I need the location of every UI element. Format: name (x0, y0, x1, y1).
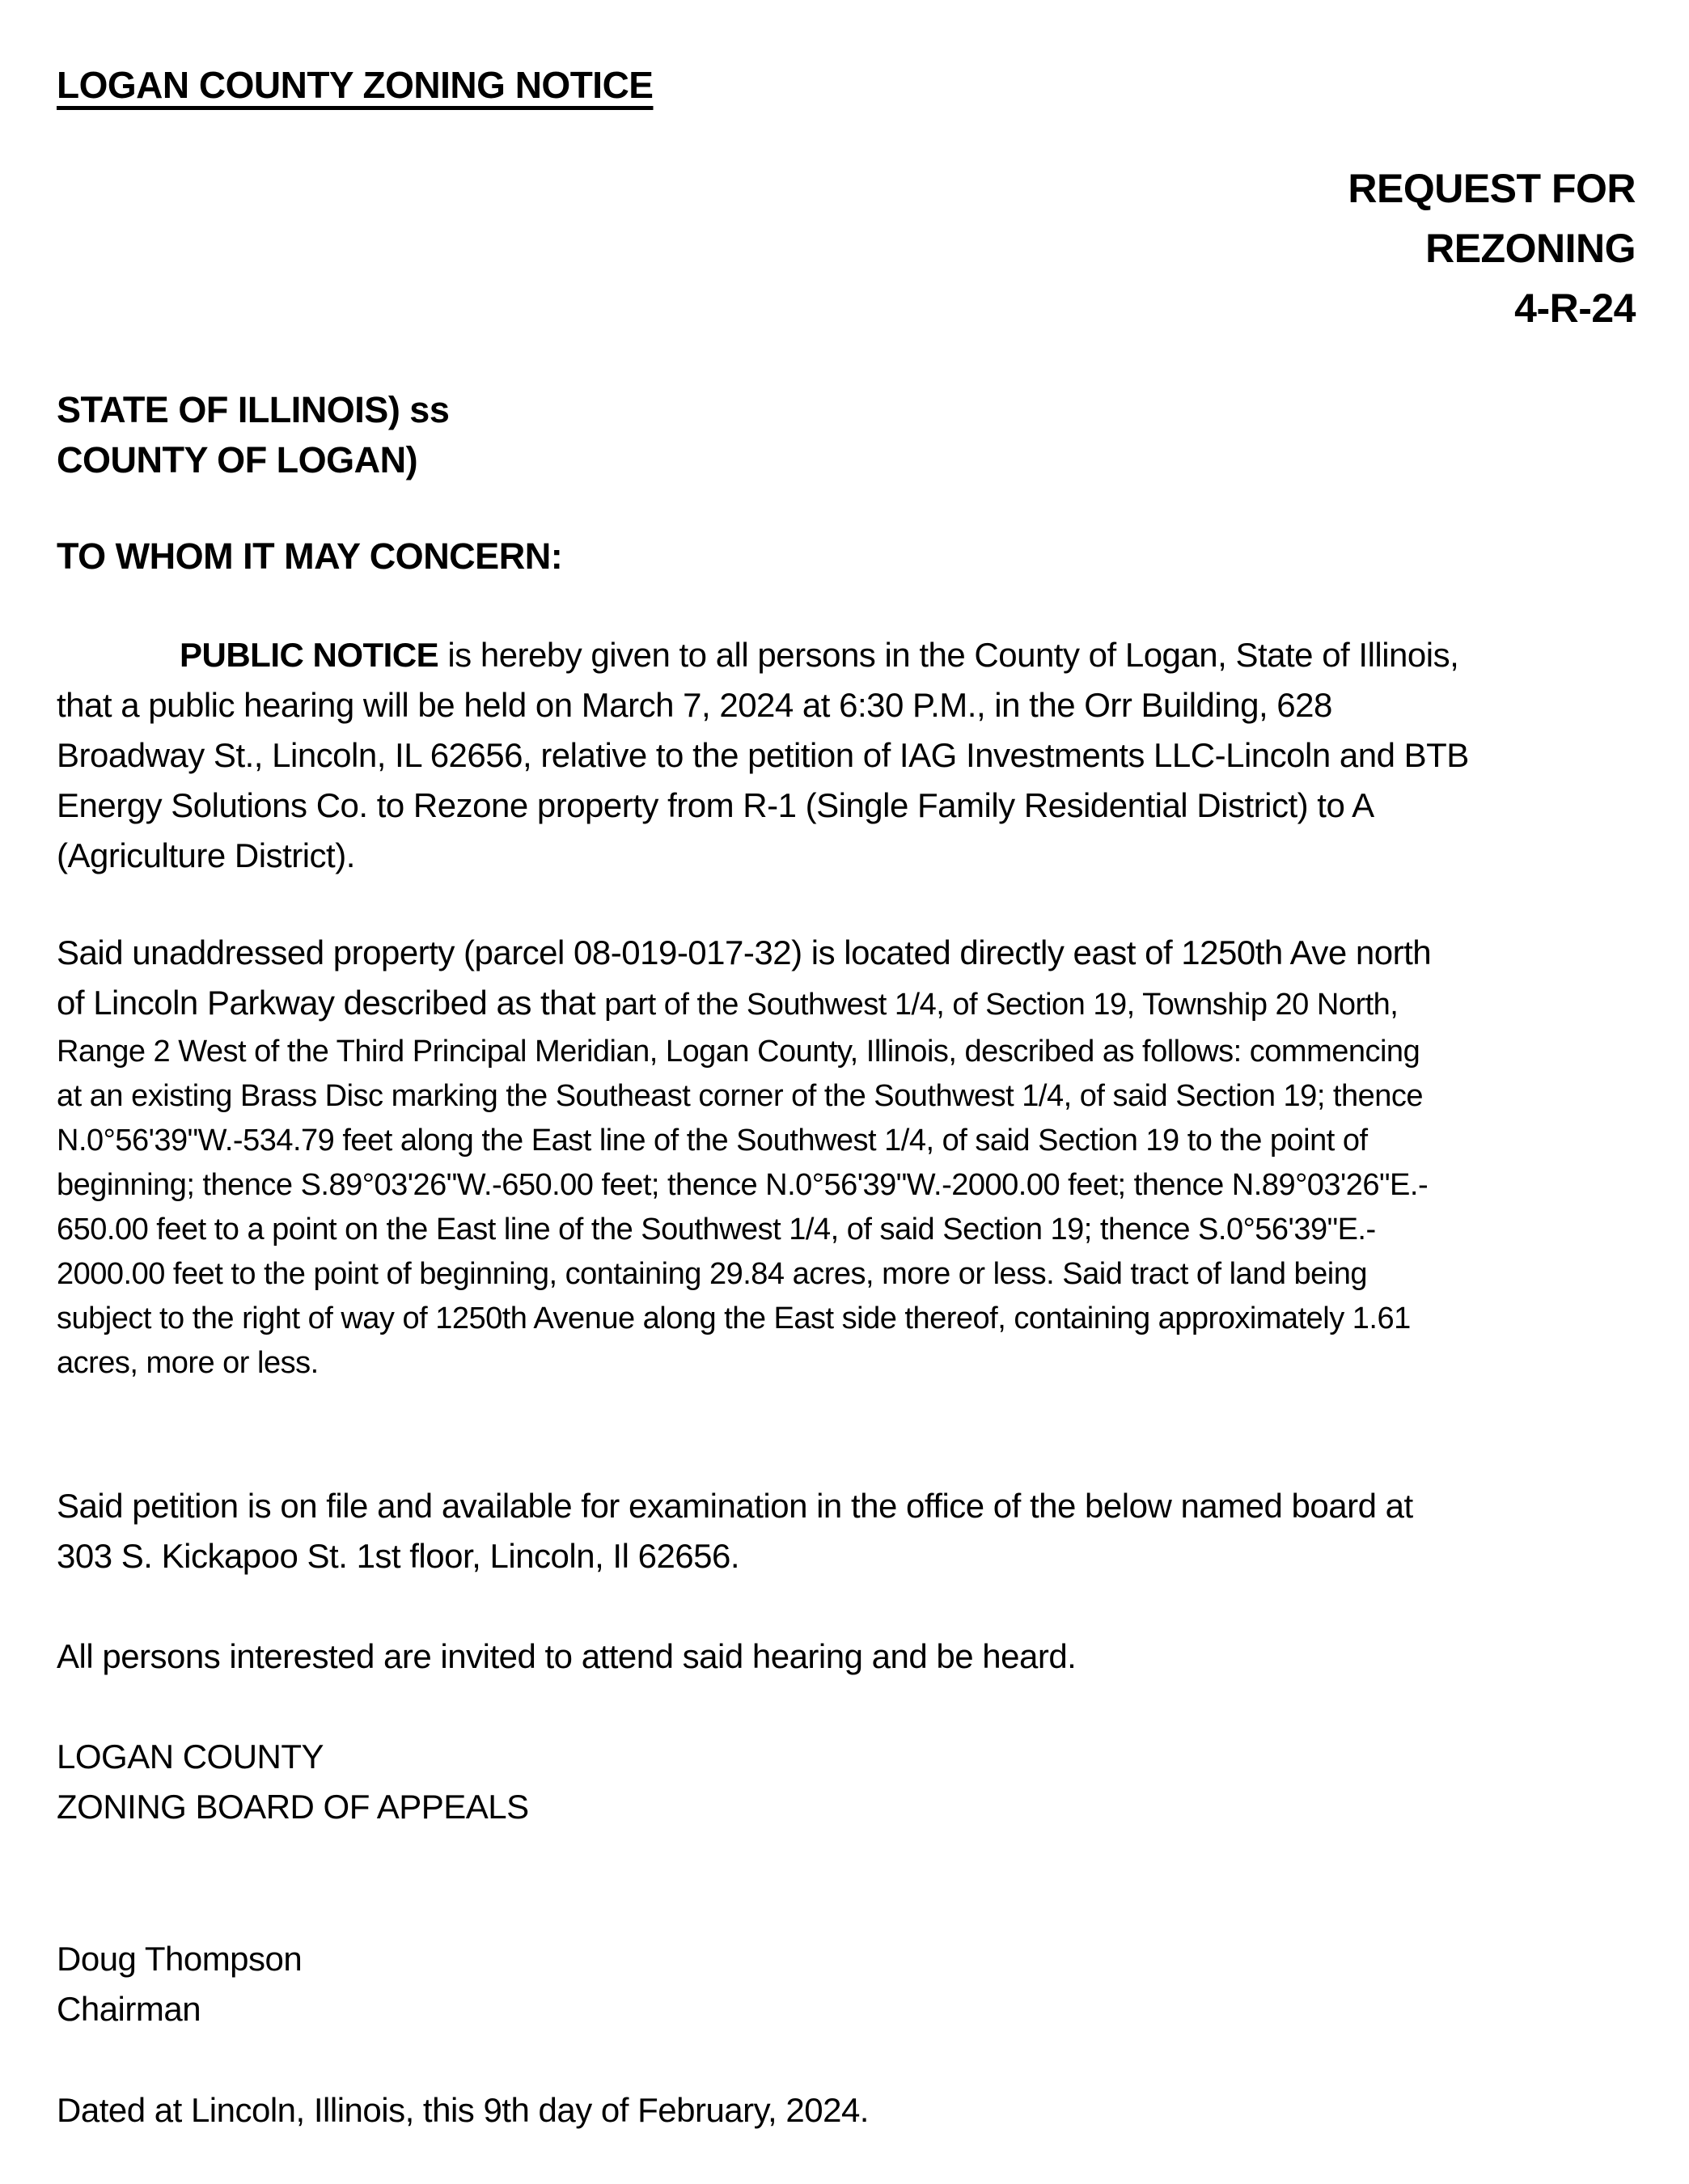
document-title: LOGAN COUNTY ZONING NOTICE (57, 64, 654, 106)
legal-description-paragraph (57, 928, 1636, 1386)
text-run: 650.00 feet to a point on the East line of the Southwest 1/4, of said Section 19; thence S.0°56'39"E.- (57, 1213, 1376, 1246)
text-line (57, 385, 1636, 435)
text-run: LOGAN COUNTY (57, 1737, 324, 1776)
text-line (57, 1341, 1636, 1386)
text-line (57, 1481, 1636, 1531)
text-line (57, 1208, 1636, 1252)
text-run: that a public hearing will be held on March 7, 2024 at 6:30 P.M., in the Orr Building, 628 (57, 686, 1332, 724)
text-run: 303 S. Kickapoo St. 1st floor, Lincoln, Il 62656. (57, 1537, 740, 1575)
issuing-board-block (57, 1732, 1636, 1832)
text-run: N.0°56'39"W.-534.79 feet along the East line of the Southwest 1/4, of said Section 19 to the point of (57, 1124, 1368, 1158)
jurisdiction-block (57, 385, 1636, 485)
dated-line (57, 2085, 1636, 2135)
text-run: All persons interested are invited to attend said hearing and be heard. (57, 1637, 1077, 1675)
text-line (57, 1119, 1636, 1163)
text-run: REZONING (1425, 226, 1636, 271)
document-header (57, 60, 1636, 110)
text-line (57, 1934, 1636, 1984)
signature-block (57, 1934, 1636, 2034)
text-line (57, 159, 1636, 218)
text-run: (Agriculture District). (57, 836, 355, 874)
text-line (57, 730, 1636, 781)
text-line (57, 1163, 1636, 1208)
text-run: Said petition is on file and available for examination in the office of the below named board at (57, 1487, 1413, 1525)
text-run: Broadway St., Lincoln, IL 62656, relative to the petition of IAG Investments LLC-Lincoln and BTB (57, 736, 1469, 774)
text-run: at an existing Brass Disc marking the Southeast corner of the Southwest 1/4, of said Section 19; thence (57, 1079, 1424, 1113)
text-run: Energy Solutions Co. to Rezone property from R-1 (Single Family Residential District) to A (57, 786, 1374, 824)
text-line (57, 1732, 1636, 1782)
text-line (57, 1074, 1636, 1119)
salutation-block (57, 531, 1636, 582)
text-line (57, 978, 1636, 1030)
text-line (57, 435, 1636, 485)
text-run: Range 2 West of the Third Principal Meridian, Logan County, Illinois, described as follows: commencing (57, 1035, 1420, 1069)
text-line (57, 1531, 1636, 1581)
text-line (57, 781, 1636, 831)
invitation-line (57, 1632, 1636, 1682)
text-run: acres, more or less. (57, 1346, 319, 1380)
text-run: beginning; thence S.89°03'26"W.-650.00 feet; thence N.0°56'39"W.-2000.00 feet; thence N.89°03'26"E.- (57, 1168, 1429, 1202)
text-line (57, 680, 1636, 730)
request-for-rezoning-header (57, 159, 1636, 338)
text-run: COUNTY OF LOGAN) (57, 439, 418, 480)
text-run: Dated at Lincoln, Illinois, this 9th day of February, 2024. (57, 2091, 869, 2129)
text-run: STATE OF ILLINOIS) ss (57, 389, 450, 430)
petition-file-paragraph (57, 1481, 1636, 1581)
public-notice-paragraph (57, 630, 1636, 881)
text-run: ZONING BOARD OF APPEALS (57, 1788, 529, 1826)
text-line (57, 218, 1636, 278)
text-line (57, 1782, 1636, 1832)
text-run: 2000.00 feet to the point of beginning, containing 29.84 acres, more or less. Said tract of land being (57, 1257, 1367, 1291)
text-run: Doug Thompson (57, 1940, 303, 1978)
text-line (57, 2085, 1636, 2135)
text-run: of Lincoln Parkway described as that (57, 984, 605, 1022)
text-line (57, 1252, 1636, 1297)
text-line (57, 630, 1636, 680)
salutation: TO WHOM IT MAY CONCERN: (57, 535, 563, 577)
text-line (57, 928, 1636, 978)
text-line (57, 831, 1636, 881)
text-run: subject to the right of way of 1250th Avenue along the East side thereof, containing approximately 1.61 (57, 1302, 1411, 1335)
text-line (57, 1030, 1636, 1074)
text-run: 4-R-24 (1514, 286, 1636, 331)
text-run: part of the Southwest 1/4, of Section 19, Township 20 North, (604, 988, 1399, 1022)
text-line (57, 1984, 1636, 2034)
text-line (57, 1297, 1636, 1341)
text-run: Chairman (57, 1990, 201, 2028)
text-run: Said unaddressed property (parcel 08-019-017-32) is located directly east of 1250th Ave north (57, 933, 1432, 971)
emphasized-text-run: PUBLIC NOTICE (180, 636, 439, 674)
text-line (57, 1632, 1636, 1682)
text-run: REQUEST FOR (1348, 166, 1636, 211)
text-run: is hereby given to all persons in the County of Logan, State of Illinois, (438, 636, 1459, 674)
text-line (57, 278, 1636, 338)
